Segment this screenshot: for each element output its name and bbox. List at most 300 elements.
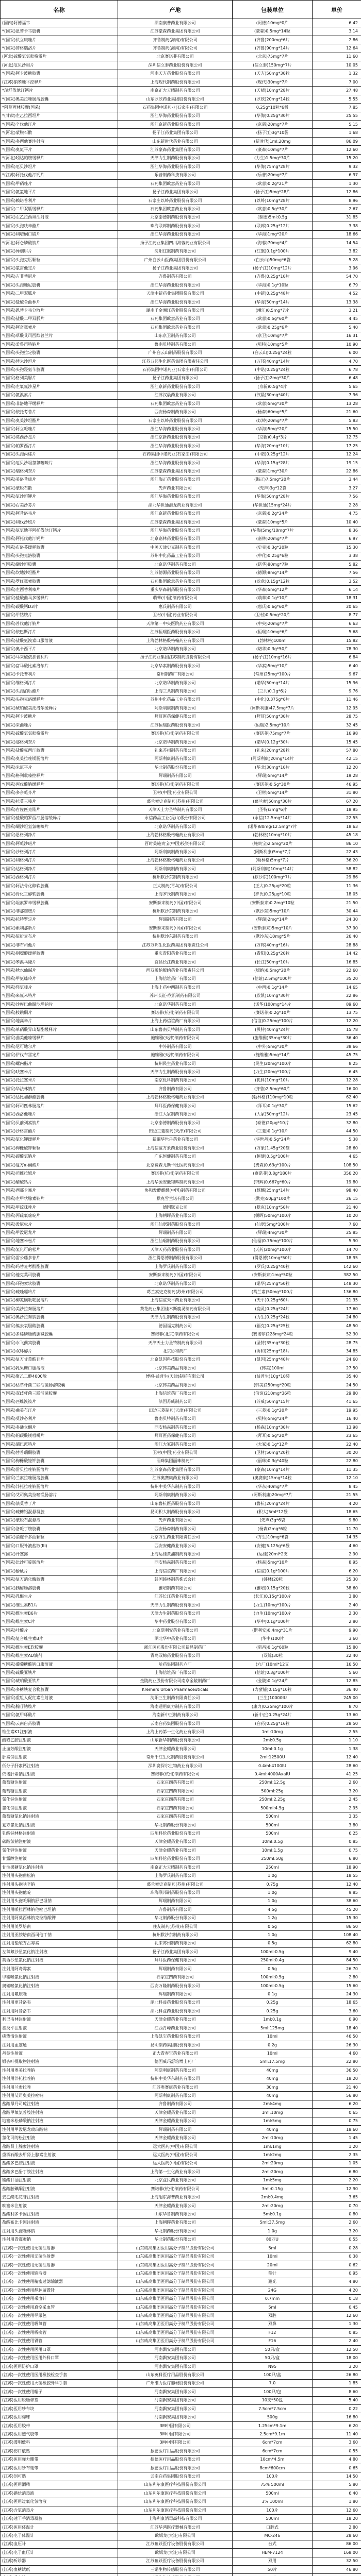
cell-spec: (丽珠)0.3g*40粒 <box>233 1457 313 1465</box>
cell-name: *(国采)奥氮平片 <box>1 146 118 154</box>
table-row <box>1 315 361 323</box>
cell-maker: 天津金耀药业有限公司 <box>118 2015 233 2024</box>
cell-spec: (阿斯利康)47.5mg*7片 <box>233 704 313 713</box>
cell-price: 2.35 <box>313 2151 361 2159</box>
cell-spec: 0.25g <box>233 2007 313 2015</box>
table-row <box>1 213 361 222</box>
cell-spec: 0.7mm <box>233 2295 313 2303</box>
cell-maker: 北京斯利安药业有限公司 <box>118 1626 233 1635</box>
cell-spec: (辉瑞)5mg*14片 <box>233 772 313 780</box>
cell-price: 148.30 <box>313 1279 361 1287</box>
cell-maker: 先声药业有限公司 <box>118 1516 233 1524</box>
table-row <box>1 2066 361 2075</box>
cell-maker: 天津金耀药业有限公司 <box>118 2109 233 2117</box>
cell-spec: (贝特)5mg*24片 <box>233 1415 313 1423</box>
table-row <box>1 789 361 797</box>
cell-price: 18.90 <box>313 1863 361 1871</box>
cell-price: 12.40 <box>313 1753 361 1761</box>
cell-spec: (双鲸)30粒 <box>233 1652 313 1660</box>
table-row <box>1 163 361 171</box>
cell-spec: 100片 <box>233 2506 313 2515</box>
cell-spec: N95 <box>233 2362 313 2370</box>
table-row <box>1 1669 361 1677</box>
cell-spec: 5ml:0.1g <box>233 2210 313 2218</box>
cell-price: 35.40 <box>313 1372 361 1381</box>
cell-price: 19.28 <box>313 772 361 780</box>
cell-spec: 500ml <box>233 1812 313 1821</box>
cell-price: 9.90 <box>313 1626 361 1635</box>
table-row <box>1 1804 361 1812</box>
cell-price: 1.10 <box>313 1736 361 1744</box>
cell-price: 86.09 <box>313 137 361 145</box>
cell-price: 18.65 <box>313 1508 361 1516</box>
cell-maker: 浙江华海药业股份有限公司 <box>118 493 233 501</box>
cell-spec: (齐鲁)200mg*6片 <box>233 36 313 44</box>
table-row <box>1 324 361 332</box>
table-row <box>1 36 361 44</box>
cell-maker: 天津第一中央医院药业有限公司 <box>118 619 233 628</box>
cell-maker: 石家庄四药有限公司 <box>118 1778 233 1787</box>
cell-price: 0.90 <box>313 2015 361 2024</box>
cell-spec: 0.2g <box>233 2041 313 2049</box>
cell-maker: 葵花药业集团佳木斯鹿灵制药有限公司 <box>118 1305 233 1313</box>
cell-price: 12.20 <box>313 1017 361 1025</box>
cell-maker: 辉瑞制药有限公司 <box>118 1990 233 1998</box>
cell-price: 56.80 <box>313 2092 361 2100</box>
cell-price: 30.20 <box>313 1449 361 1457</box>
cell-maker: 协和发酵麒麟(中国)制药有限公司 <box>118 1187 233 1195</box>
table-row <box>1 1059 361 1067</box>
cell-maker: 沈阳三生制药有限责任公司 <box>118 1694 233 1702</box>
cell-spec: (扬子江)3g*10袋 <box>233 129 313 137</box>
cell-name: 盐酸昂丹司琼注射液 <box>1 2100 118 2108</box>
cell-name: 注射用美罗培南 <box>1 1922 118 1930</box>
table-row <box>1 586 361 594</box>
cell-price: 6.00 <box>313 349 361 357</box>
cell-spec: 1ml:10mg <box>233 2109 313 2117</box>
cell-name: 氢化可的松注射液 <box>1 2134 118 2142</box>
cell-name: *(国采)二甲双胍片 <box>1 290 118 298</box>
table-row <box>1 137 361 145</box>
cell-spec: (锦辉)0.667g*60片 <box>233 1178 313 1186</box>
cell-price: 10.05 <box>313 61 361 70</box>
cell-spec: (雅培)0.15g*20粒 <box>233 1584 313 1592</box>
cell-maker: 石家庄四药有限公司 <box>118 1812 233 1821</box>
cell-price: 24.30 <box>313 1990 361 1998</box>
cell-name: *(国采)头孢丙烯片 <box>1 450 118 459</box>
cell-name: *(国采)曲美布汀片 <box>1 1406 118 1415</box>
table-row <box>1 645 361 653</box>
cell-maker: 阿斯利康制药有限公司 <box>118 2092 233 2100</box>
cell-price: 1.80 <box>313 2498 361 2506</box>
cell-name: *(国采)司维拉姆片 <box>1 1170 118 1178</box>
cell-price: 30.44 <box>313 907 361 916</box>
cell-spec: (赛诺菲)0.2g*10片 <box>233 1009 313 1017</box>
cell-name: *(国采)普伐他汀钠片 <box>1 619 118 628</box>
cell-name: *(国采)复合维生素B片 <box>1 1635 118 1643</box>
table-row <box>1 349 361 357</box>
table-row <box>1 1313 361 1321</box>
cell-spec: 2ml:12500U <box>233 1753 313 1761</box>
cell-name: *(国采)头孢克肟颗粒 <box>1 256 118 264</box>
column-header-name: 名称 <box>1 1 118 19</box>
cell-spec: (湘江)0.5mg*7片 <box>233 307 313 315</box>
cell-price: 3.65 <box>313 2193 361 2201</box>
cell-maker: 上海信谊药厂有限公司 <box>118 1389 233 1398</box>
cell-name: 葡萄糖氯化钠注射液 <box>1 1812 118 1821</box>
cell-price: 44.50 <box>313 1127 361 1136</box>
cell-maker: 南京正大天晴制药有限公司 <box>118 1863 233 1871</box>
cell-maker: 杭州中美华东制药有限公司 <box>118 2075 233 2083</box>
cell-price: 25.85 <box>313 1229 361 1237</box>
cell-spec: (信谊)210mg*36粒 <box>233 1389 313 1398</box>
cell-spec: (韩美)250mg*20粒 <box>233 1381 313 1389</box>
cell-spec: 3ml:0.15g <box>233 2185 313 2193</box>
table-row <box>1 1178 361 1186</box>
cell-maker: 浙江京新药业股份有限公司 <box>118 121 233 129</box>
table-row <box>1 1051 361 1059</box>
table-row <box>1 1271 361 1279</box>
cell-price: 22.55 <box>313 814 361 822</box>
cell-price: 16.50 <box>313 1660 361 1668</box>
cell-maker: 浙江华海药业股份有限公司 <box>118 163 233 171</box>
table-row <box>1 2193 361 2201</box>
cell-maker: 赛诺菲(杭州)制药有限公司 <box>118 780 233 788</box>
table-row <box>1 1821 361 1829</box>
cell-maker: 湖北科益药业股份有限公司 <box>118 2007 233 2015</box>
cell-name: *(国采)单硝酸异山梨酯缓释片 <box>1 1026 118 1034</box>
table-row <box>1 247 361 256</box>
cell-spec: F12 <box>233 2329 313 2337</box>
cell-spec: (仙琚)0.75mg*100片 <box>233 1237 313 1245</box>
cell-name: *(国采)氨甲环酸片 <box>1 1711 118 1719</box>
table-row <box>1 281 361 290</box>
table-row <box>1 2015 361 2024</box>
table-row <box>1 1694 361 1702</box>
cell-name: (江苏)医用透气胶带 <box>1 2430 118 2438</box>
cell-price: 15.45 <box>313 738 361 746</box>
table-row <box>1 2438 361 2447</box>
table-row <box>1 594 361 602</box>
cell-price: 45.18 <box>313 831 361 839</box>
table-row <box>1 1584 361 1592</box>
table-row <box>1 19 361 27</box>
cell-maker: 辉瑞制药有限公司 <box>118 2126 233 2134</box>
table-row <box>1 87 361 95</box>
table-row <box>1 764 361 772</box>
cell-maker: 上海信谊药厂有限公司 <box>118 975 233 983</box>
cell-name: *(国采)复方消化酶胶囊 <box>1 1575 118 1584</box>
cell-price: 12.20 <box>313 764 361 772</box>
cell-name: 碳酸氢钠注射液 <box>1 1838 118 1846</box>
cell-spec: 0.4ml:4000AxaIU <box>233 1770 313 1778</box>
cell-name: *(国采)格列美脲片 <box>1 374 118 382</box>
cell-name: *(国采)盐酸舍曲林片 <box>1 298 118 306</box>
cell-spec: (拜耳)0.1g*30片 <box>233 1102 313 1110</box>
cell-price: 8.25 <box>313 1059 361 1067</box>
cell-price: 17.25 <box>313 442 361 450</box>
cell-spec: (永信)12.5mg*14片 <box>233 814 313 822</box>
cell-price: 0.85 <box>313 2329 361 2337</box>
cell-price: 16.80 <box>313 2413 361 2421</box>
cell-maker: 赛诺菲(杭州)制药有限公司 <box>118 1170 233 1178</box>
table-row <box>1 1939 361 1947</box>
cell-name: *(国采)左西替利嗪片 <box>1 586 118 594</box>
cell-spec: 双鼻 <box>233 2320 313 2328</box>
cell-price: 15.20 <box>313 154 361 162</box>
cell-price: 0.62 <box>313 2261 361 2269</box>
cell-name: *(国采)瑞巴派特片 <box>1 1440 118 1448</box>
cell-name: *(国采)复方α-酮酸片 <box>1 1161 118 1169</box>
table-row <box>1 1575 361 1584</box>
cell-spec: 100ml:0.5g <box>233 1973 313 1981</box>
cell-price: 4.80 <box>313 2455 361 2464</box>
table-row <box>1 1652 361 1660</box>
cell-spec: (豪森)10mg*5片 <box>233 518 313 526</box>
cell-maker: 山东罗欣药业集团股份有限公司 <box>118 95 233 103</box>
cell-maker: 天津力生制药股份有限公司 <box>118 1601 233 1609</box>
cell-price: 22.40 <box>313 1652 361 1660</box>
cell-name: *(国采)头孢呋辛酯片 <box>1 222 118 230</box>
cell-maker: 阿斯利康制药有限公司 <box>118 704 233 713</box>
cell-spec: (民生)20mg*100片 <box>233 1059 313 1067</box>
cell-price: 3.20 <box>313 2362 361 2370</box>
cell-maker: 上海凯宝药业股份有限公司 <box>118 2032 233 2041</box>
cell-price: 6.14 <box>313 586 361 594</box>
table-row <box>1 2117 361 2125</box>
cell-price: 27.50 <box>313 1364 361 1372</box>
cell-spec: (力生)0.25g*24粒 <box>233 1313 313 1321</box>
cell-maker: 住友制药(苏州)有限公司 <box>118 1922 233 1930</box>
cell-spec: (天晴)10mg*28片 <box>233 87 313 95</box>
cell-price: 12.86 <box>313 188 361 196</box>
table-row <box>1 1381 361 1389</box>
cell-maker: 浙江华海药业股份有限公司 <box>118 298 233 306</box>
table-row <box>1 772 361 780</box>
cell-spec: 5ml <box>233 2303 313 2311</box>
column-header-maker: 产地 <box>118 1 233 19</box>
table-row <box>1 2421 361 2430</box>
cell-name: *(国采)阿哌沙班片 <box>1 839 118 848</box>
cell-price: 24.30 <box>313 916 361 924</box>
cell-maker: 云南白药集团股份有限公司 <box>118 2472 233 2481</box>
cell-spec: (扬子江)10mg*16片 <box>233 653 313 662</box>
cell-price: 18.00 <box>313 2354 361 2362</box>
table-row <box>1 95 361 103</box>
cell-maker: 山东威高集团医用高分子制品股份有限公司 <box>118 2312 233 2320</box>
table-row <box>1 1195 361 1203</box>
cell-name: 止血芳酸注射液 <box>1 1745 118 1753</box>
table-row <box>1 1398 361 1406</box>
cell-name: *(国采)双歧杆菌三联活菌胶囊 <box>1 1389 118 1398</box>
table-row <box>1 129 361 137</box>
cell-spec: (万生)10mg*6袋 <box>233 1533 313 1541</box>
cell-spec: (力生)10mg*100片 <box>233 1601 313 1609</box>
table-row <box>1 679 361 687</box>
cell-price: 7.00 <box>313 78 361 86</box>
table-row <box>1 1702 361 1710</box>
cell-maker: 天津金耀药业有限公司 <box>118 2134 233 2142</box>
cell-spec: 3% 100ml <box>233 2498 313 2506</box>
table-row <box>1 2176 361 2184</box>
cell-spec: (豪森)0.5mg*14粒 <box>233 27 313 36</box>
cell-name: (江苏)医用纱布块 <box>1 2404 118 2413</box>
cell-name: *(国采)瑞格列奈片 <box>1 467 118 476</box>
cell-maker: 常州制药厂有限公司 <box>118 670 233 679</box>
cell-maker: 天津力生制药股份有限公司 <box>118 154 233 162</box>
cell-price: 18.95 <box>313 806 361 814</box>
table-row <box>1 2227 361 2235</box>
cell-price: 18.66 <box>313 230 361 239</box>
table-row <box>1 882 361 890</box>
table-row <box>1 1753 361 1761</box>
table-header-row <box>1 1 361 19</box>
table-row <box>1 2430 361 2438</box>
cell-maker: 浙江华海药业股份有限公司 <box>118 281 233 290</box>
cell-maker: 默克雪兰诺有限公司 <box>118 1195 233 1203</box>
table-row <box>1 2447 361 2455</box>
cell-spec: (勃林格)110mg*10粒 <box>233 1093 313 1101</box>
table-row <box>1 1795 361 1804</box>
cell-name: 喜炎平注射液 <box>1 2024 118 2032</box>
cell-price: 18.63 <box>313 823 361 831</box>
cell-name: *(国采)甲泼尼龙片 <box>1 1229 118 1237</box>
cell-maker: 江苏恒瑞医药股份有限公司 <box>118 628 233 636</box>
cell-price: 25.55 <box>313 112 361 120</box>
cell-maker: 杭州中美华东制药有限公司 <box>118 1482 233 1490</box>
cell-price: 13.28 <box>313 399 361 408</box>
cell-spec: (华北)30mg*10片 <box>233 764 313 772</box>
cell-spec: 40mg <box>233 2066 313 2075</box>
table-row <box>1 2151 361 2159</box>
cell-name: (江苏)医用酒精 <box>1 2481 118 2489</box>
cell-price: 0.45 <box>313 2303 361 2311</box>
cell-maker: 北京诺华制药有限公司 <box>118 1279 233 1287</box>
cell-maker: 天津力生制药股份有限公司 <box>118 1313 233 1321</box>
cell-spec: (华森)5mg*12片 <box>233 586 313 594</box>
cell-spec: (力生)10mg*100片 <box>233 1609 313 1618</box>
cell-spec: (万象)1.45g*20袋 <box>233 1144 313 1153</box>
cell-price: 86.10 <box>313 839 361 848</box>
table-row <box>1 967 361 975</box>
cell-price: 5.55 <box>313 95 361 103</box>
table-row <box>1 1533 361 1541</box>
cell-maker: 山东威高集团医用高分子制品股份有限公司 <box>118 2244 233 2252</box>
cell-maker: 江苏豪森药业集团有限公司 <box>118 146 233 154</box>
cell-price: 6.42 <box>313 19 361 27</box>
cell-name: *(国采)曲美他嗪缓释片 <box>1 1034 118 1042</box>
cell-name: *(国采)维生素AD滴剂 <box>1 1652 118 1660</box>
cell-price: 382.50 <box>313 1271 361 1279</box>
table-row <box>1 1482 361 1490</box>
cell-name: 盐酸甲氧氯普胺注射液 <box>1 2109 118 2117</box>
table-row <box>1 1787 361 1795</box>
table-row <box>1 561 361 569</box>
cell-spec: (默沙东)5mg*10片 <box>233 907 313 916</box>
cell-name: *(国采)缬沙坦氢氯噻嗪片 <box>1 823 118 831</box>
cell-name: (江苏)一次性使用导尿包 <box>1 2312 118 2320</box>
cell-name: *(国采)丙硫氧嘧啶片 <box>1 1212 118 1220</box>
cell-name: *(国采)孟鲁司特钠片 <box>1 341 118 349</box>
table-row <box>1 2489 361 2498</box>
cell-spec: (华海)5mg*20片 <box>233 425 313 433</box>
cell-spec: 口腔式 <box>233 2523 313 2531</box>
cell-price: 0.80 <box>313 2210 361 2218</box>
cell-name: *(国采)叶酸片 <box>1 1626 118 1635</box>
cell-name: (江苏)含氯消毒片 <box>1 2506 118 2515</box>
cell-name: 葡萄糖注射液 <box>1 1787 118 1795</box>
cell-maker: 北京诺华制药有限公司 <box>118 645 233 653</box>
cell-name: *(国采)恩替卡韦胶囊 <box>1 27 118 36</box>
cell-spec: (施维雅)35mg*30片 <box>233 1034 313 1042</box>
cell-maker: 中外制药有限公司 <box>118 1043 233 1051</box>
table-row <box>1 2379 361 2387</box>
cell-name: *(国采)多潘立酮片 <box>1 1423 118 1432</box>
cell-name: 利巴韦林注射液 <box>1 2015 118 2024</box>
cell-spec: (齐鲁)0.25g*10片 <box>233 273 313 281</box>
cell-maker: 杭州默沙东制药有限公司 <box>118 907 233 916</box>
table-row <box>1 1338 361 1347</box>
cell-spec: (华海)20mg*10片 <box>233 442 313 450</box>
cell-name: *(国采)羟氯喹片 <box>1 984 118 992</box>
cell-spec: (长江)0.15g*100片 <box>233 1592 313 1601</box>
cell-name: 注射用阿奇霉素 <box>1 1965 118 1973</box>
cell-price: 21.60 <box>313 408 361 416</box>
cell-maker: 天津天药药业股份有限公司 <box>118 1246 233 1254</box>
cell-maker: 扬子江药业集团四川海蓉药业有限公司 <box>118 239 233 247</box>
cell-spec: 100ml:0.5g <box>233 1981 313 1990</box>
cell-price: 3.21 <box>313 307 361 315</box>
cell-maker: 杭州默沙东制药有限公司 <box>118 873 233 882</box>
table-row <box>1 848 361 856</box>
cell-price: 0.70 <box>313 2201 361 2210</box>
cell-price: 4.60 <box>313 1541 361 1550</box>
cell-name: 注射用泮托拉唑钠 <box>1 2075 118 2083</box>
cell-price: 0.38 <box>313 2252 361 2261</box>
cell-spec: 双用 <box>233 2557 313 2565</box>
cell-price: 0.75 <box>313 1846 361 1855</box>
table-row <box>1 2185 361 2193</box>
cell-price: 7.56 <box>313 569 361 577</box>
cell-price: 17.60 <box>313 1305 361 1313</box>
cell-name: *(国采)枯草杆菌二联活菌肠溶胶囊 <box>1 1381 118 1389</box>
cell-maker: 浙江大冢制药有限公司 <box>118 1440 233 1448</box>
cell-price: 24.60 <box>313 1355 361 1364</box>
cell-name: (江苏)一次性使用采血针 <box>1 2295 118 2303</box>
table-row <box>1 1017 361 1025</box>
cell-name: 盐酸胺碘酮注射液 <box>1 2185 118 2193</box>
cell-spec: (勃林格)10mg*10片 <box>233 831 313 839</box>
cell-name: (江苏)医用纱布绷带 <box>1 2464 118 2472</box>
cell-price: 98.40 <box>313 1187 361 1195</box>
cell-name: *(国采)氨氯地平片 <box>1 188 118 196</box>
cell-name: (江苏)一次性使用无菌注射器 <box>1 2261 118 2269</box>
cell-maker: 石药集团欧意药业有限公司 <box>118 315 233 323</box>
table-row <box>1 205 361 213</box>
cell-spec: (赛诺菲)75mg*7片 <box>233 730 313 738</box>
cell-price: 22.60 <box>313 967 361 975</box>
cell-price: 1.20 <box>313 2142 361 2150</box>
cell-spec: (葛兰素)50mg*30片 <box>233 797 313 805</box>
table-row <box>1 1389 361 1398</box>
cell-price: 356.20 <box>313 1170 361 1178</box>
table-row <box>1 2388 361 2396</box>
cell-name: 地塞米松磷酸钠注射液 <box>1 2117 118 2125</box>
table-row <box>1 2134 361 2142</box>
cell-maker: 上海三共制药有限公司 <box>118 687 233 696</box>
cell-spec: (惠氏)0.6g*60片 <box>233 603 313 611</box>
cell-name: (江苏)听诊器 <box>1 2557 118 2565</box>
